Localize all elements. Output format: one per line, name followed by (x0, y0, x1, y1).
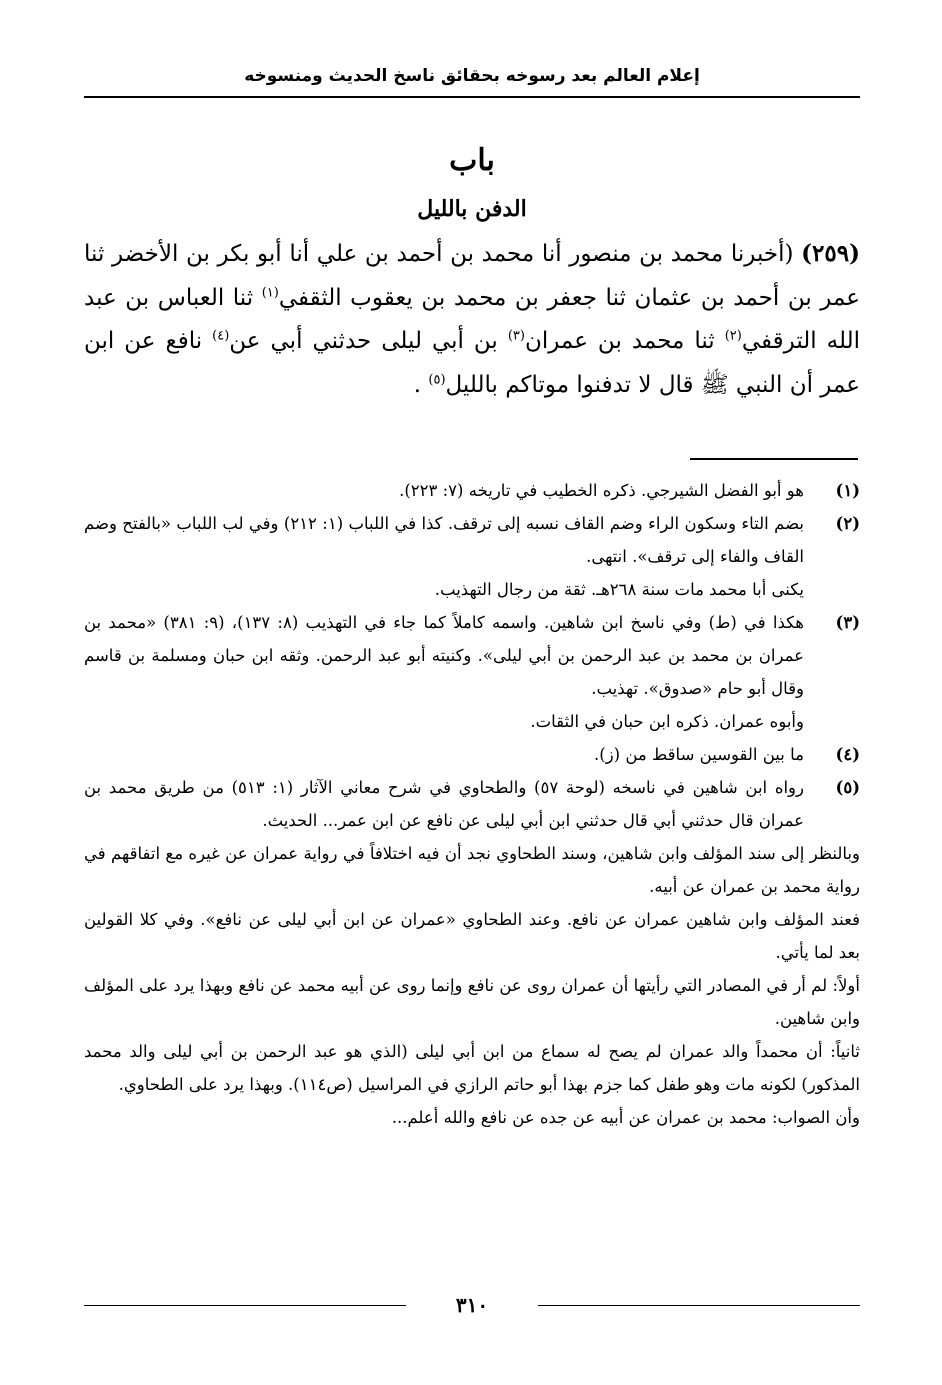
footnote-rule (690, 458, 858, 460)
hadith-segment: ثنا محمد بن عمران (524, 328, 725, 354)
footnote (84, 771, 860, 837)
footnotes (84, 474, 860, 1134)
hadith-segment: نافع عن ابن عمر أن النبي ﷺ قال لا تدفنوا موتاكم بالليل (84, 328, 860, 398)
hadith-segment: . (413, 371, 429, 398)
footnote-marker: (٥) (428, 371, 446, 387)
footnote (84, 606, 860, 738)
footnote-continuation: فعند المؤلف وابن شاهين عمران عن نافع. وعند الطحاوي «عمران عن ابن أبي ليلى عن نافع». وفي كلا القولين بعد لما يأتي. (84, 910, 860, 962)
chapter-title: باب (449, 143, 495, 178)
footnote-body (84, 738, 804, 771)
footnote-line: يكنى أبا محمد مات سنة ٢٦٨هـ. ثقة من رجال التهذيب. (434, 580, 804, 599)
footnote-line: وأبوه عمران. ذكره ابن حبان في الثقات. (530, 712, 804, 731)
footnote-line: رواه ابن شاهين في ناسخه (لوحة ٥٧) والطحاوي في شرح معاني الآثار (١: ٥١٣) من طريق محمد بن عمران قال حدثني أبي قال حدثني ابن أبي ليلى عن نافع عن ابن عمر... الحديث. (84, 778, 804, 830)
footnote-body (84, 474, 804, 507)
footnote-body (84, 771, 804, 837)
footnote (84, 738, 860, 771)
hadith-segment: (أخبرنا محمد بن منصور أنا محمد بن أحمد بن علي أنا أبو بكر بن الأخضر ثنا عمر بن أحمد بن عثمان ثنا جعفر بن محمد بن يعقوب الثقفي (84, 241, 860, 311)
footnote-body (84, 606, 804, 738)
footnote-number: (٣) (835, 613, 860, 632)
footnote (84, 474, 860, 507)
footnote-body (84, 507, 804, 606)
footnote-marker: (٣) (507, 328, 525, 344)
footnote-marker: (٤) (212, 328, 230, 344)
hadith-segment: ثنا العباس بن عبد الله الترقفي (84, 284, 861, 354)
footnote-line: ما بين القوسين ساقط من (ز). (594, 745, 804, 764)
footnote-continuation: أولاً: لم أر في المصادر التي رأيتها أن عمران روى عن نافع وإنما روى عن أبيه محمد عن نافع وبهذا يرد على المؤلف وابن شاهين. (84, 976, 860, 1028)
hadith-number: (٢٥٩) (801, 240, 860, 267)
header-rule (84, 96, 860, 98)
footnote-number: (٥) (835, 778, 860, 797)
footnote-number: (٤) (835, 745, 860, 764)
section-title: الدفن بالليل (417, 196, 527, 222)
page-number: ٣١٠ (455, 1293, 489, 1317)
footnote-continuation: ثانياً: أن محمداً والد عمران لم يصح له سماع من ابن أبي ليلى (الذي هو عبد الرحمن بن أبي ليلى والد محمد المذكور) لكونه مات وهو طفل كما جزم بهذا أبو حاتم الرازي في المراسيل (ص١١٤). وبهذا يرد على الطحاوي. (84, 1042, 860, 1094)
footnote-line: بضم التاء وسكون الراء وضم القاف نسبه إلى ترقف. كذا في اللباب (١: ٢١٢) وفي لب اللباب «بالفتح وضم القاف والفاء إلى ترقف». انتهى. (84, 514, 804, 566)
footnote-line: هو أبو الفضل الشيرجي. ذكره الخطيب في تاريخه (٧: ٢٢٣). (399, 481, 804, 500)
footnote-number: (٢) (835, 514, 860, 533)
hadith-segment: بن أبي ليلى حدثني أبي عن (229, 328, 508, 354)
footnote-number: (١) (835, 481, 860, 500)
page-footer (84, 1290, 860, 1320)
footnote-line: هكذا في (ط) وفي ناسخ ابن شاهين. واسمه كاملاً كما جاء في التهذيب (٨: ١٣٧)، (٩: ٣٨١) «محمد بن عمران بن محمد بن عبد الرحمن بن أبي ليلى». وكنيته أبو عبد الرحمن. وثقه ابن حبان ومسلمة بن قاسم وقال أبو حام «صدوق». تهذيب. (84, 613, 804, 698)
footnote-continuation: وأن الصواب: محمد بن عمران عن أبيه عن جده عن نافع والله أعلم... (391, 1108, 860, 1127)
running-header: إعلام العالم بعد رسوخه بحقائق ناسخ الحديث ومنسوخه (244, 66, 700, 86)
footnote-continuation: وبالنظر إلى سند المؤلف وابن شاهين، وسند الطحاوي نجد أن فيه اختلافاً في رواية عمران عن غيره مع اتفاقهم في رواية محمد بن عمران عن أبيه. (84, 844, 861, 896)
hadith-text (84, 232, 860, 407)
footnote-marker: (١) (261, 284, 279, 300)
footnote (84, 507, 860, 606)
footnote-marker: (٢) (724, 328, 742, 344)
